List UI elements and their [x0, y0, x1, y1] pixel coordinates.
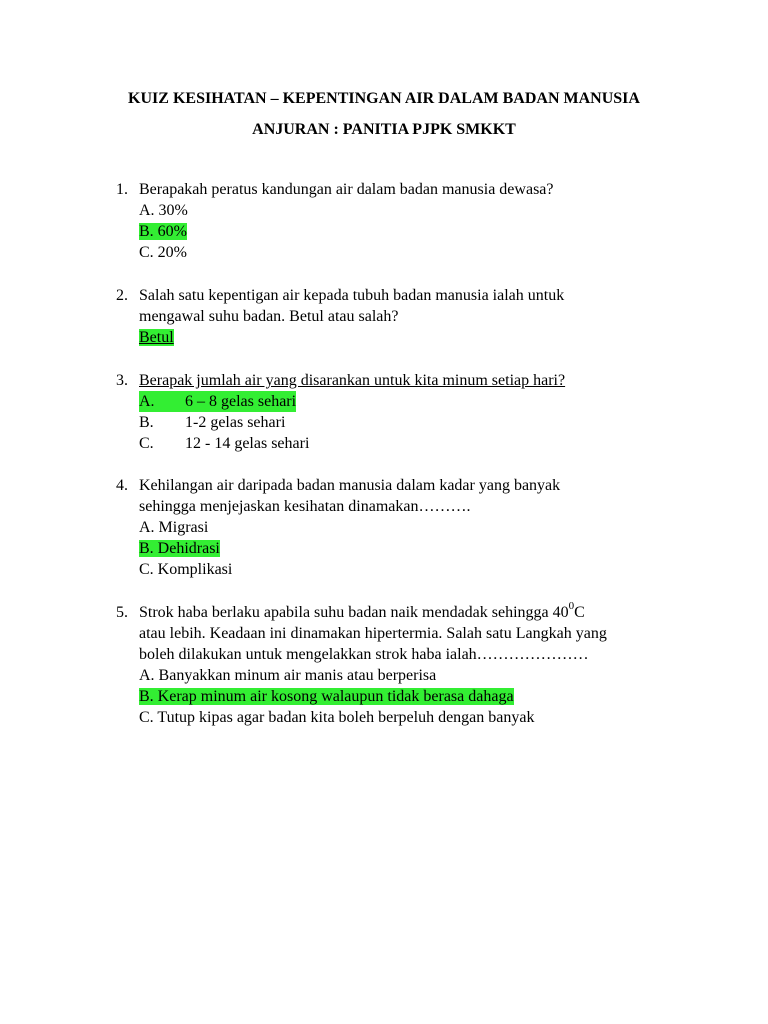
- answer-highlight: B. Kerap minum air kosong walaupun tidak berasa dahaga: [139, 688, 514, 705]
- question-text-line-3: boleh dilakukan untuk mengelakkan strok haba ialah…………………: [139, 646, 589, 663]
- answer-highlight: B. Dehidrasi: [139, 540, 220, 557]
- question-text-line-2: atau lebih. Keadaan ini dinamakan hipertermia. Salah satu Langkah yang: [139, 625, 607, 642]
- option-c: C. 20%: [139, 244, 187, 261]
- option-a: A. Banyakkan minum air manis atau berperisa: [139, 667, 437, 684]
- option-text: 1-2 gelas sehari: [185, 414, 286, 431]
- quiz-organizer: ANJURAN : PANITIA PJPK SMKKT: [252, 121, 516, 138]
- option-c: C. Komplikasi: [139, 561, 233, 578]
- degree-superscript: 0: [568, 599, 575, 612]
- option-letter: A.: [139, 393, 155, 410]
- question-text-line-1: Salah satu kepentigan air kepada tubuh badan manusia ialah untuk: [139, 287, 565, 304]
- question-1: [116, 179, 676, 263]
- question-number: 2.: [116, 287, 128, 304]
- quiz-title: KUIZ KESIHATAN – KEPENTINGAN AIR DALAM BADAN MANUSIA: [128, 90, 640, 107]
- option-letter: C.: [139, 435, 154, 452]
- option-b-correct: [139, 686, 676, 707]
- option-a: A. 30%: [139, 202, 188, 219]
- answer-highlight: B. 60%: [139, 223, 187, 240]
- question-text: Berapakah peratus kandungan air dalam badan manusia dewasa?: [139, 181, 554, 198]
- option-b-correct: [139, 538, 676, 559]
- question-number: 3.: [116, 372, 128, 389]
- question-2: [116, 285, 676, 348]
- question-text-line-1: Kehilangan air daripada badan manusia dalam kadar yang banyak: [139, 477, 561, 494]
- question-5: [116, 599, 676, 728]
- question-3: [116, 370, 676, 454]
- option-c: [139, 433, 676, 454]
- question-number: 4.: [116, 477, 128, 494]
- option-text: 12 - 14 gelas sehari: [185, 435, 310, 452]
- answer-correct: [139, 327, 676, 348]
- question-number: 5.: [116, 604, 128, 621]
- answer-highlight: Betul: [139, 329, 174, 346]
- question-text-line-2: sehingga menjejaskan kesihatan dinamakan……….: [139, 498, 471, 515]
- option-a: A. Migrasi: [139, 519, 209, 536]
- option-a-correct: [139, 391, 676, 412]
- option-c: C. Tutup kipas agar badan kita boleh berpeluh dengan banyak: [139, 709, 535, 726]
- option-letter: B.: [139, 414, 154, 431]
- question-number: 1.: [116, 181, 128, 198]
- question-text-line-2: mengawal suhu badan. Betul atau salah?: [139, 308, 399, 325]
- option-text: 6 – 8 gelas sehari: [185, 393, 297, 410]
- option-b-correct: [139, 221, 676, 242]
- option-b: [139, 412, 676, 433]
- question-text: Berapak jumlah air yang disarankan untuk kita minum setiap hari?: [139, 372, 566, 389]
- question-text-line-1: Strok haba berlaku apabila suhu badan naik mendadak sehingga $40^0C$: [139, 599, 585, 621]
- question-4: [116, 475, 676, 580]
